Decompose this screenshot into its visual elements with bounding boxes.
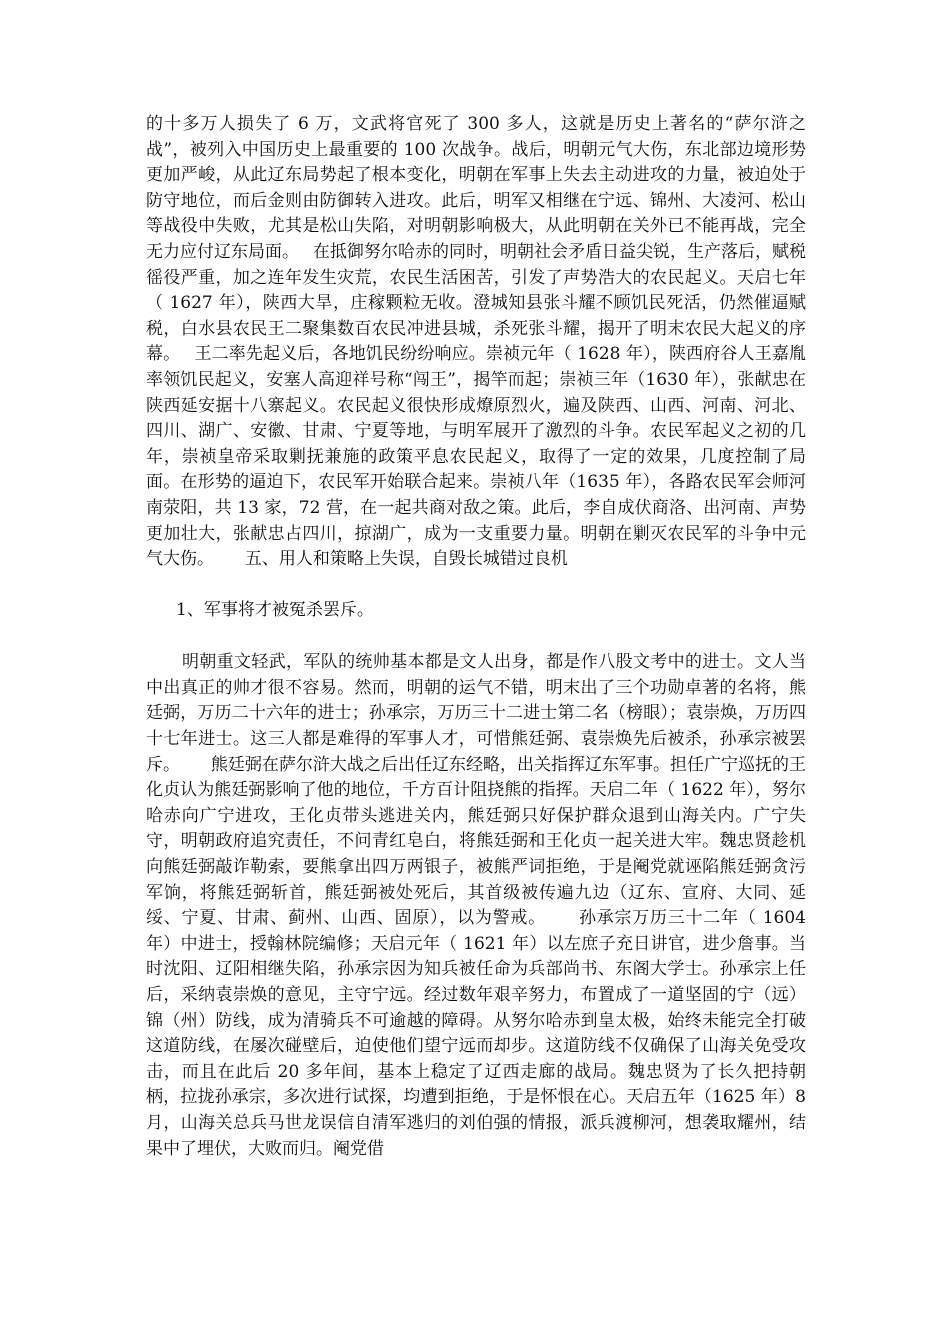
body-paragraph: 明朝重文轻武，军队的统帅基本都是文人出身，都是作八股文考中的进士。文人当中出真正的帅才很不容易。然而，明朝的运气不错，明末出了三个功勋卓著的名将，熊廷弼，万历二十六年的进士；孙承宗，万历三十二进士第二名（榜眼）；袁崇焕，万历四十七年进士。这三人都是难得的军事人才，可惜熊廷弼、袁崇焕先后被杀，孙承宗被罢斥。 熊廷弼在萨尔浒大战之后出任辽东经略，出关指挥辽东军事。担任广宁巡抚的王化贞认为熊廷弼影响了他的地位，千方百计阻挠熊的指挥。天启二年（ 1622 年），努尔哈赤向广宁进攻，王化贞带头逃进关内，熊廷弼只好保护群众退到山海关内。广宁失守，明朝政府追究责任，不问青红皂白，将熊廷弼和王化贞一起关进大牢。魏忠贤趁机向熊廷弼敲诈勒索，要熊拿出四万两银子，被熊严词拒绝，于是阉党就诬陷熊廷弼贪污军饷，将熊廷弼斩首，熊廷弼被处死后，其首级被传遍九边（辽东、宣府、大同、延绥、宁夏、甘肃、蓟州、山西、固原），以为警戒。 孙承宗万历三十二年（ 1604 年）中进士，授翰林院编修；天启元年（ 1621 年）以左庶子充日讲官，进少詹事。当时沈阳、辽阳相继失陷，孙承宗因为知兵被任命为兵部尚书、东阁大学士。孙承宗上任后，采纳袁崇焕的意见，主守宁远。经过数年艰辛努力，布置成了一道坚固的宁（远）锦（州）防线，成为清骑兵不可逾越的障碍。从努尔哈赤到皇太极，始终未能完全打破这道防线，在屡次碰壁后，迫使他们望宁远而却步。这道防线不仅确保了山海关免受攻击，而且在此后 20 多年间，基本上稳定了辽西走廊的战局。魏忠贤为了长久把持朝柄，拉拢孙承宗，多次进行试探，均遭到拒绝，于是怀恨在心。天启五年（1625 年）8 月，山海关总兵马世龙误信自清军逃归的刘伯强的情报，派兵渡柳河，想袭取耀州，结果中了埋伏，大败而归。阉党借 (146, 652, 806, 1159)
document-page (146, 112, 806, 1162)
body-paragraph: 的十多万人损失了 6 万，文武将官死了 300 多人，这就是历史上著名的“萨尔浒之战”，被列入中国历史上最重要的 100 次战争。战后，明朝元气大伤，东北部边境形势更加严峻，从此辽东局势起了根本变化，明朝在军事上失去主动进攻的力量，被迫处于防守地位，而后金则由防御转入进攻。此后，明军又相继在宁远、锦州、大凌河、松山等战役中失败，尤其是松山失陷，对明朝影响极大，从此明朝在关外已不能再战，完全无力应付辽东局面。 在抵御努尔哈赤的同时，明朝社会矛盾日益尖锐，生产落后，赋税徭役严重，加之连年发生灾荒，农民生活困苦，引发了声势浩大的农民起义。天启七年（ 1627 年），陕西大旱，庄稼颗粒无收。澄城知县张斗耀不顾饥民死活，仍然催逼赋税，白水县农民王二聚集数百农民冲进县城，杀死张斗耀，揭开了明末农民大起义的序幕。 王二率先起义后，各地饥民纷纷响应。崇祯元年（ 1628 年），陕西府谷人王嘉胤率领饥民起义，安塞人高迎祥号称“闯王”，揭竿而起；崇祯三年（1630 年），张献忠在陕西延安据十八寨起义。农民起义很快形成燎原烈火，遍及陕西、山西、河南、河北、四川、湖广、安徽、甘肃、宁夏等地，与明军展开了激烈的斗争。农民军起义之初的几年，崇祯皇帝采取剿抚兼施的政策平息农民起义，取得了一定的效果，几度控制了局面。在形势的逼迫下，农民军开始联合起来。崇祯八年（1635 年），各路农民军会师河南荥阳，共 13 家，72 营，在一起共商对敌之策。此后，李自成伏商洛、出河南、声势更加壮大，张献忠占四川，掠湖广，成为一支重要力量。明朝在剿灭农民军的斗争中元气大伤。 五、用人和策略上失误，自毁长城错过良机 (146, 114, 806, 570)
section-heading: 1、军事将才被冤杀罢斥。 (176, 599, 374, 620)
